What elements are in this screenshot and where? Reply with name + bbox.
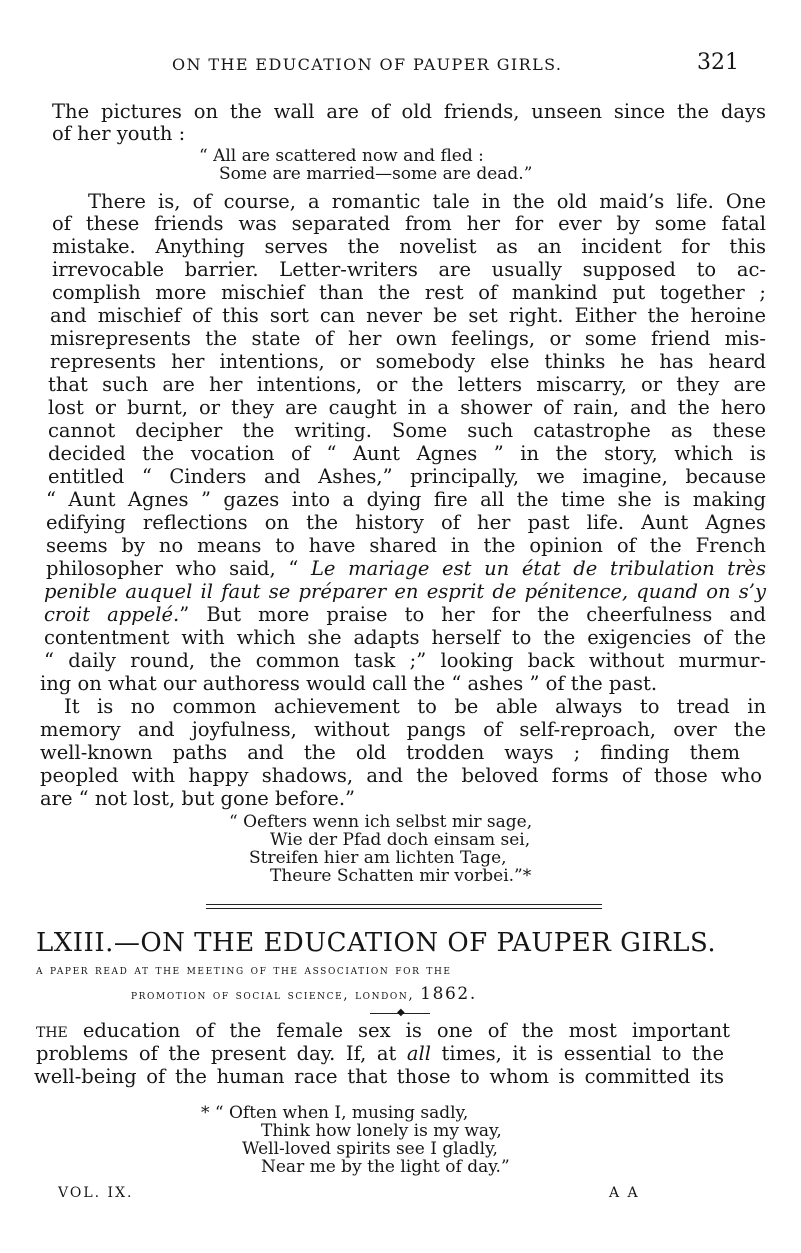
text-line: well-known paths and the old trodden ways ; finding them [40,741,740,764]
text-line: lost or burnt, or they are caught in a shower of rain, and the hero [48,396,766,419]
text-line: of her youth : [52,122,186,145]
text-line: contentment with which she adapts herself to the exigencies of the [44,626,766,649]
footnote-line: Near me by the light of day.” [261,1157,510,1177]
verse-line: “ All are scattered now and fled : [199,146,484,166]
text-run: ” But more praise to her for the cheerfulness and [179,603,766,626]
footnote-line: * “ Often when I, musing sadly, [201,1103,469,1123]
text-line: There is, of course, a romantic tale in the old maid’s life. One [88,190,766,213]
text-run: education of the female sex is one of the most important [67,1019,730,1042]
page-number: 321 [697,50,739,75]
divider-rule [206,908,602,909]
text-line: peopled with happy shadows, and the beloved forms of those who [40,764,762,787]
divider-rule [206,904,602,905]
running-head: ON THE EDUCATION OF PAUPER GIRLS. [172,55,563,74]
text-line: seems by no means to have shared in the opinion of the French [46,534,766,557]
text-run: problems of the present day. If, at [36,1042,407,1065]
text-line: mistake. Anything serves the novelist as an incident for this [52,235,766,258]
text-line: and mischief of this sort can never be set right. Either the heroine [50,304,766,327]
text-line: complish more mischief than the rest of mankind put together ; [52,281,766,304]
text-line: misrepresents the state of her own feelings, or some friend mis- [50,327,766,350]
verse-line: “ Oefters wenn ich selbst mir sage, [229,812,533,832]
text-line: well-being of the human race that those to whom is committed its [34,1065,724,1088]
text-line: The pictures on the wall are of old friends, unseen since the days [52,100,766,123]
verse-line: Wie der Pfad doch einsam sei, [270,830,531,850]
signature-mark: A A [609,1185,640,1201]
text-line: represents her intentions, or somebody else thinks he has heard [50,350,766,373]
text-line [36,1019,730,1042]
year: 1862. [420,984,477,1004]
text-line: of these friends was separated from her for ever by some fatal [52,212,766,235]
text-line: decided the vocation of “ Aunt Agnes ” in the story, which is [48,442,766,465]
volume-label: VOL. IX. [58,1185,134,1201]
section-title: LXIII.—ON THE EDUCATION OF PAUPER GIRLS. [36,928,717,958]
text-line [36,1042,724,1065]
section-subtitle: a paper read at the meeting of the association for the [36,962,452,978]
lead-word: the [36,1019,68,1042]
text-line: irrevocable barrier. Letter-writers are usually supposed to ac- [52,258,766,281]
text-line: “ daily round, the common task ;” looking back without murmur- [44,649,766,672]
ornament-diamond: ◆ [397,1007,405,1018]
footnote-line: Well-loved spirits see I gladly, [242,1139,498,1159]
section-subtitle [131,984,477,1004]
french-quote: croit appelé. [44,603,180,626]
text-line [44,603,766,626]
text-line: are “ not lost, but gone before.” [40,787,356,810]
verse-line: Some are married—some are dead.” [219,164,533,184]
text-line: entitled “ Cinders and Ashes,” principally, we imagine, because [48,465,766,488]
text-line: “ Aunt Agnes ” gazes into a dying fire all the time she is making [46,488,766,511]
french-quote: penible auquel il faut se préparer en esprit de pénitence, quand on s’y [44,580,766,603]
footnote-line: Think how lonely is my way, [261,1121,502,1141]
emphasis: all [406,1042,432,1065]
text-line: cannot decipher the writing. Some such catastrophe as these [48,419,766,442]
text-line: that such are her intentions, or the letters miscarry, or they are [48,373,766,396]
verse-line: Streifen hier am lichten Tage, [249,848,507,868]
text-line: edifying reflections on the history of her past life. Aunt Agnes [46,511,766,534]
subtitle-text: promotion of social science, london, [131,987,415,1003]
text-run: times, it is essential to the [431,1042,724,1065]
text-line [44,580,766,603]
text-line: It is no common achievement to be able always to tread in [64,695,766,718]
text-line: ing on what our authoress would call the “ ashes ” of the past. [40,672,658,695]
text-line: memory and joyfulness, without pangs of self-reproach, over the [40,718,766,741]
text-line [46,557,766,580]
verse-line: Theure Schatten mir vorbei.”* [270,866,532,886]
text-run: philosopher who said, “ [46,557,311,580]
french-quote: Le mariage est un état de tribulation très [310,557,766,580]
